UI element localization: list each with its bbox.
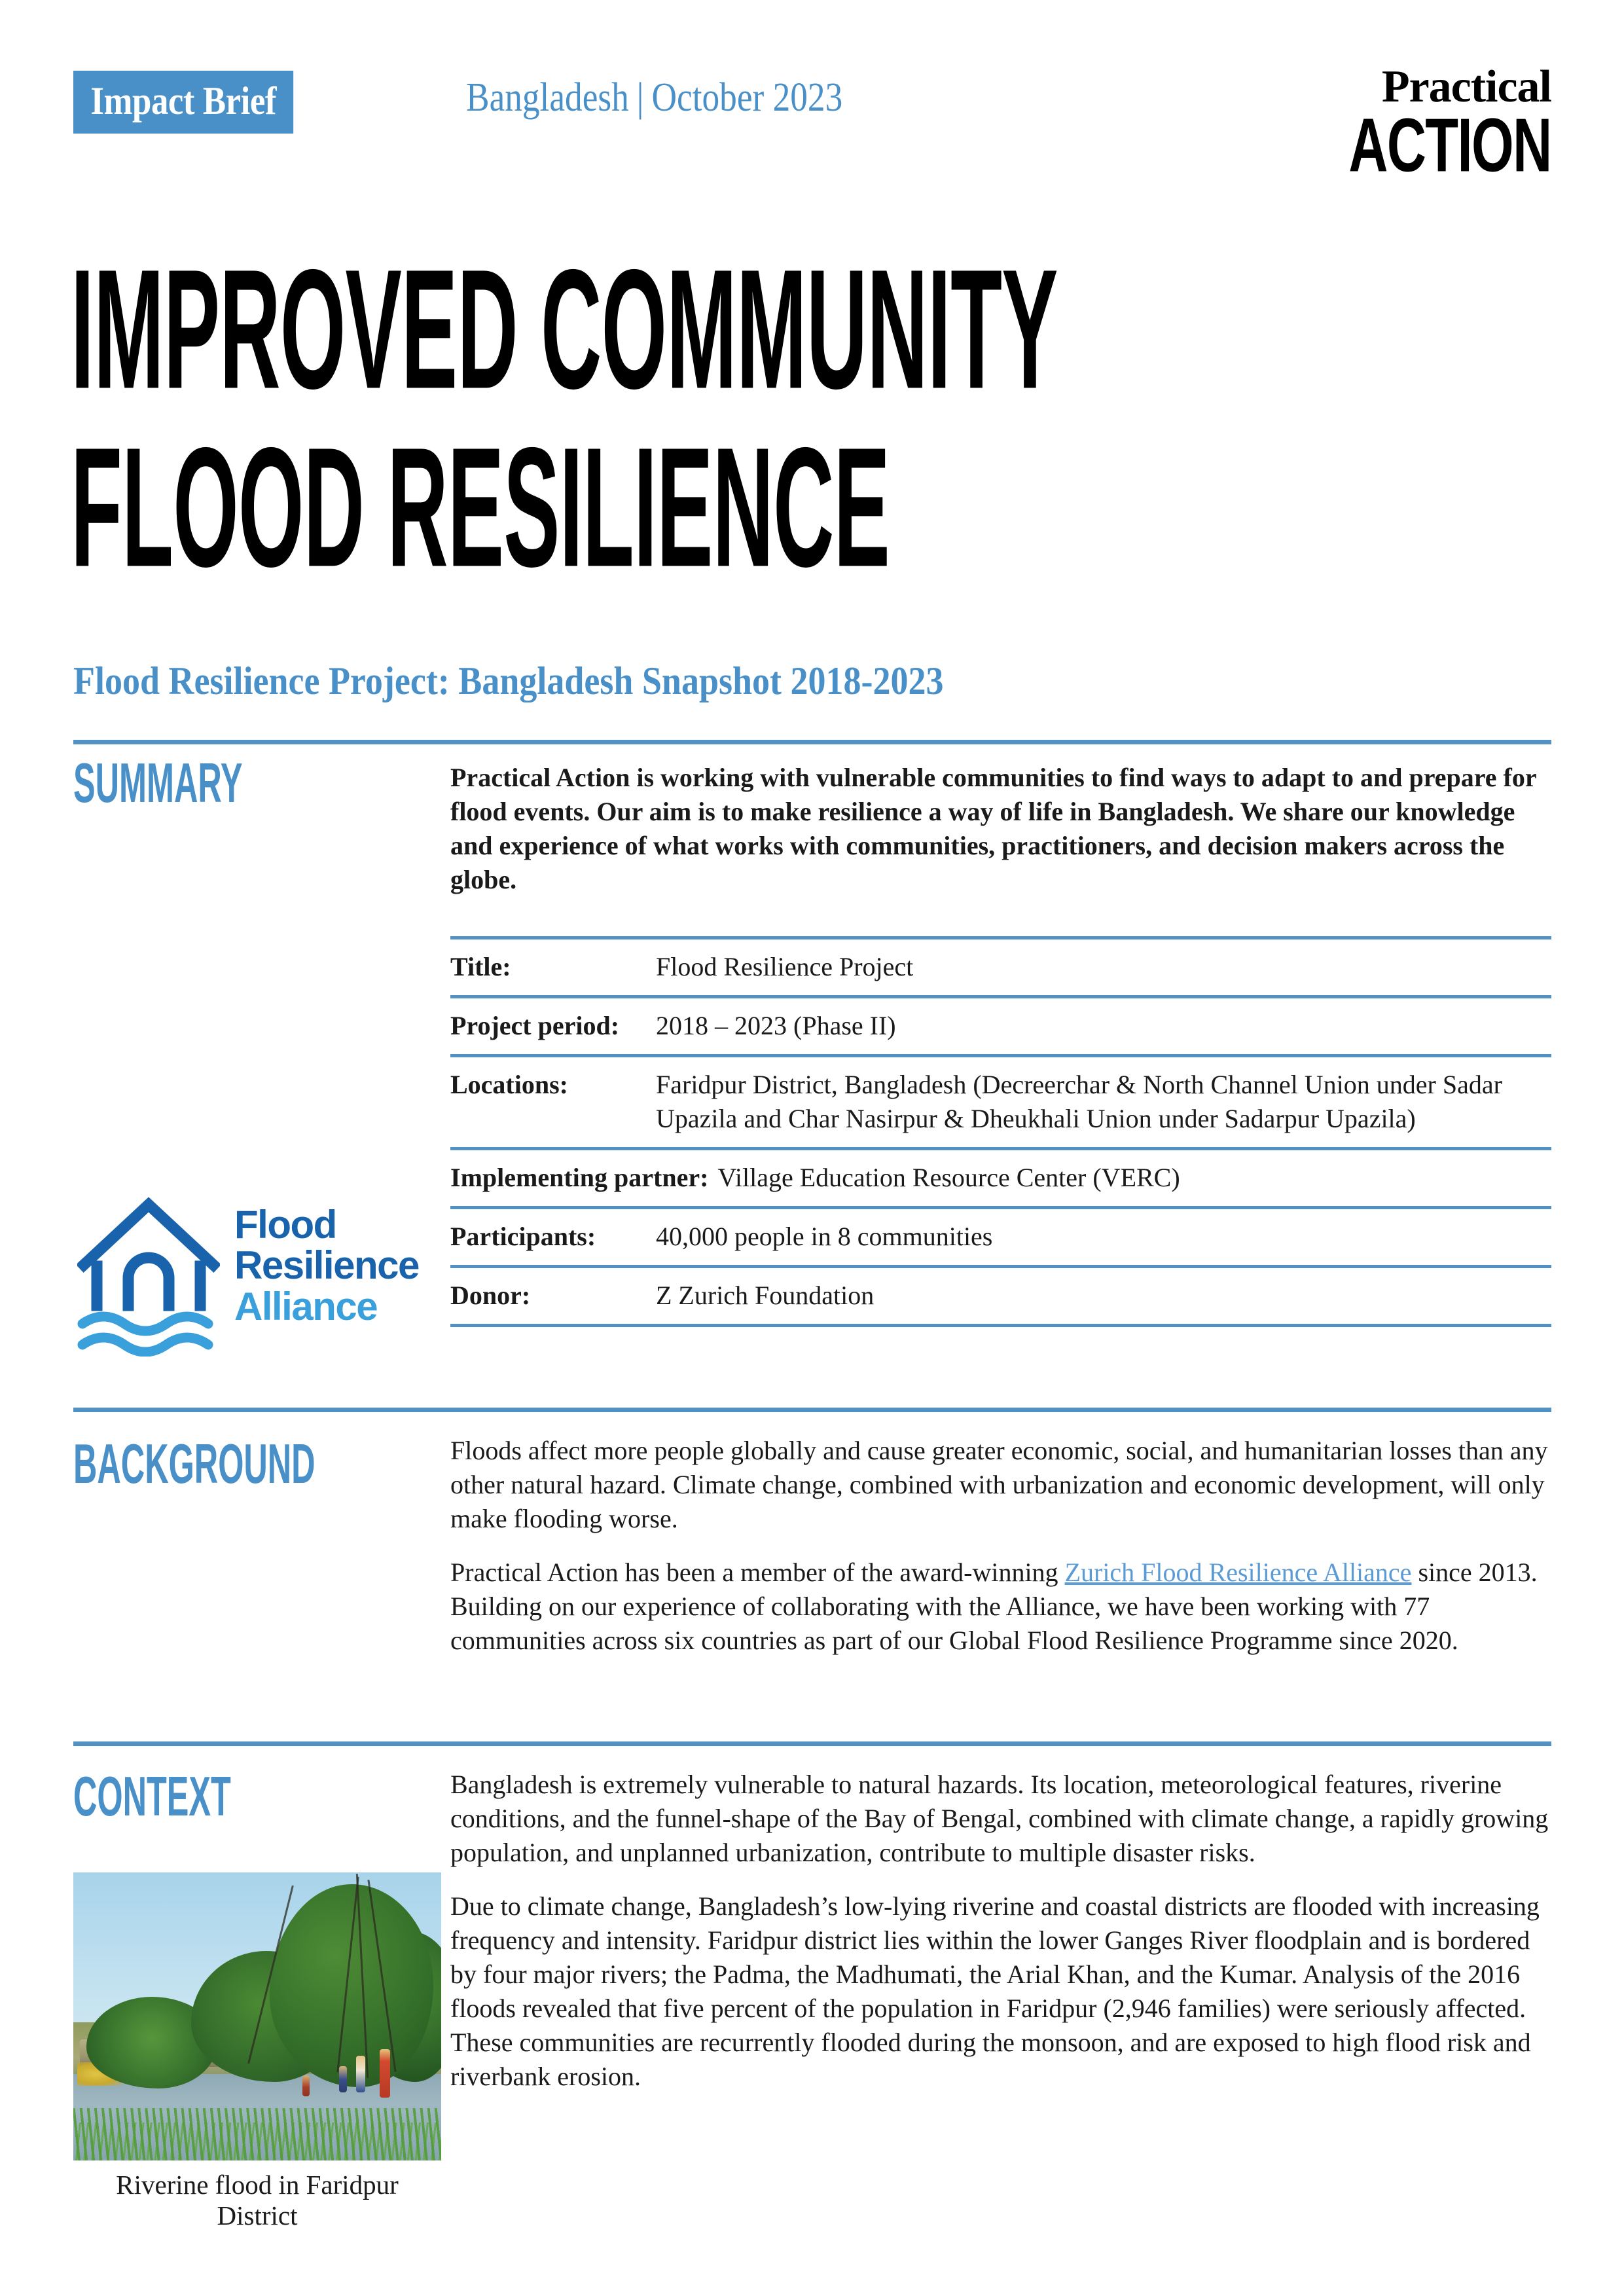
photo-tree bbox=[270, 1884, 433, 2087]
photo-person bbox=[356, 2056, 365, 2092]
detail-key-donor: Donor: bbox=[450, 1280, 531, 1310]
background-body bbox=[450, 1434, 1551, 1658]
photo-person bbox=[380, 2049, 390, 2098]
summary-lead-paragraph: Practical Action is working with vulnerable communities to find ways to adapt to and prepare for flood events. Our aim is to make resilience a way of life in Bangladesh. We share our knowledge and experience of what works with communities, practitioners, and decision makers across the globe. bbox=[450, 763, 1536, 894]
table-row bbox=[450, 936, 1551, 995]
summary-lead-text bbox=[450, 761, 1551, 897]
riverine-flood-photo bbox=[73, 1872, 441, 2160]
impact-brief-badge: Impact Brief bbox=[73, 71, 293, 134]
section-label-context: CONTEXT bbox=[73, 1765, 231, 1828]
divider-background bbox=[73, 1408, 1551, 1412]
header-country: Bangladesh bbox=[466, 75, 629, 120]
detail-value-participants: 40,000 people in 8 communities bbox=[656, 1221, 993, 1251]
logo-word-action: ACTION bbox=[1348, 102, 1551, 188]
photo-person bbox=[339, 2066, 347, 2092]
logo-word-practical: Practical bbox=[1381, 62, 1551, 112]
detail-key-title: Title: bbox=[450, 952, 511, 981]
detail-value-locations: Faridpur District, Bangladesh (Decreerchar & North Channel Union under Sadar Upazila and Char Nasirpur & Dheukhali Union under Sadarpur Upazila) bbox=[656, 1069, 1502, 1134]
detail-value-donor: Z Zurich Foundation bbox=[656, 1280, 875, 1310]
header-separator: | bbox=[636, 75, 644, 120]
page-subtitle: Flood Resilience Project: Bangladesh Snapshot 2018-2023 bbox=[73, 659, 944, 702]
header-date: October 2023 bbox=[651, 75, 843, 120]
table-row bbox=[450, 1147, 1551, 1206]
detail-value-project-period: 2018 – 2023 (Phase II) bbox=[656, 1010, 896, 1040]
detail-value-title: Flood Resilience Project bbox=[656, 952, 914, 981]
divider-subtitle bbox=[73, 740, 1551, 744]
page-title-line1: IMPROVED COMMUNITY bbox=[71, 234, 1058, 425]
photo-caption: Riverine flood in Faridpur District bbox=[116, 2170, 399, 2231]
table-row bbox=[450, 995, 1551, 1054]
context-paragraph-1: Bangladesh is extremely vulnerable to natural hazards. Its location, meteorological features, riverine conditions, and the funnel-shape of the Bay of Bengal, combined with climate change, a rapidly growing population, and unplanned urbanization, contribute to multiple disaster risks. bbox=[450, 1770, 1549, 1867]
house-over-water-icon bbox=[77, 1193, 220, 1357]
background-paragraph-2 bbox=[450, 1556, 1551, 1658]
page-title bbox=[71, 234, 1550, 603]
detail-key-locations: Locations: bbox=[450, 1069, 568, 1099]
section-label-summary: SUMMARY bbox=[73, 752, 243, 814]
detail-value-implementing-partner: Village Education Resource Center (VERC) bbox=[717, 1163, 1180, 1193]
table-row bbox=[450, 1206, 1551, 1265]
context-body bbox=[450, 1768, 1551, 2094]
detail-key-implementing-partner: Implementing partner: bbox=[450, 1163, 709, 1193]
zurich-flood-resilience-alliance-link[interactable]: Zurich Flood Resilience Alliance bbox=[1064, 1558, 1412, 1587]
fra-word-alliance: Alliance bbox=[234, 1284, 378, 1328]
table-row bbox=[450, 1054, 1551, 1148]
background-p2-text-2: since 2013. Building on our experience of collaborating with the Alliance, we have been working with 77 communities across six countries as part of our Global Flood Resilience Programme since 2020. bbox=[450, 1558, 1538, 1655]
background-paragraph-1: Floods affect more people globally and cause greater economic, social, and humanitarian losses than any other natural hazard. Climate change, combined with urbanization and economic development, will only make flooding worse. bbox=[450, 1436, 1548, 1533]
table-row bbox=[450, 1265, 1551, 1327]
fra-wordmark bbox=[234, 1205, 419, 1327]
page-header bbox=[73, 62, 1551, 188]
divider-context bbox=[73, 1741, 1551, 1746]
header-meta bbox=[466, 77, 842, 118]
context-photo-block bbox=[73, 1872, 441, 2231]
photo-person bbox=[302, 2075, 310, 2096]
project-details-table bbox=[450, 936, 1551, 1327]
flood-resilience-alliance-logo bbox=[77, 1193, 431, 1370]
fra-word-flood: Flood bbox=[234, 1203, 336, 1247]
section-label-background: BACKGROUND bbox=[73, 1432, 316, 1495]
context-paragraph-2: Due to climate change, Bangladesh’s low-lying riverine and coastal districts are flooded with increasing frequency and intensity. Faridpur district lies within the lower Ganges River floodplain and is bordered by four major rivers; the Padma, the Madhumati, the Arial Khan, and the Kumar. Analysis of the 2016 floods revealed that five percent of the population in Faridpur (2,946 families) were seriously affected. These communities are recurrently flooded during the monsoon, and are exposed to high flood risk and riverbank erosion. bbox=[450, 1891, 1540, 2091]
background-p2-text-1: Practical Action has been a member of the award-winning bbox=[450, 1558, 1065, 1587]
detail-key-participants: Participants: bbox=[450, 1221, 596, 1251]
detail-key-project-period: Project period: bbox=[450, 1010, 620, 1040]
fra-word-resilience: Resilience bbox=[234, 1243, 419, 1288]
page-title-line2: FLOOD RESILIENCE bbox=[71, 412, 890, 603]
photo-foreground-grass bbox=[73, 2108, 441, 2160]
practical-action-logo bbox=[1298, 62, 1551, 188]
